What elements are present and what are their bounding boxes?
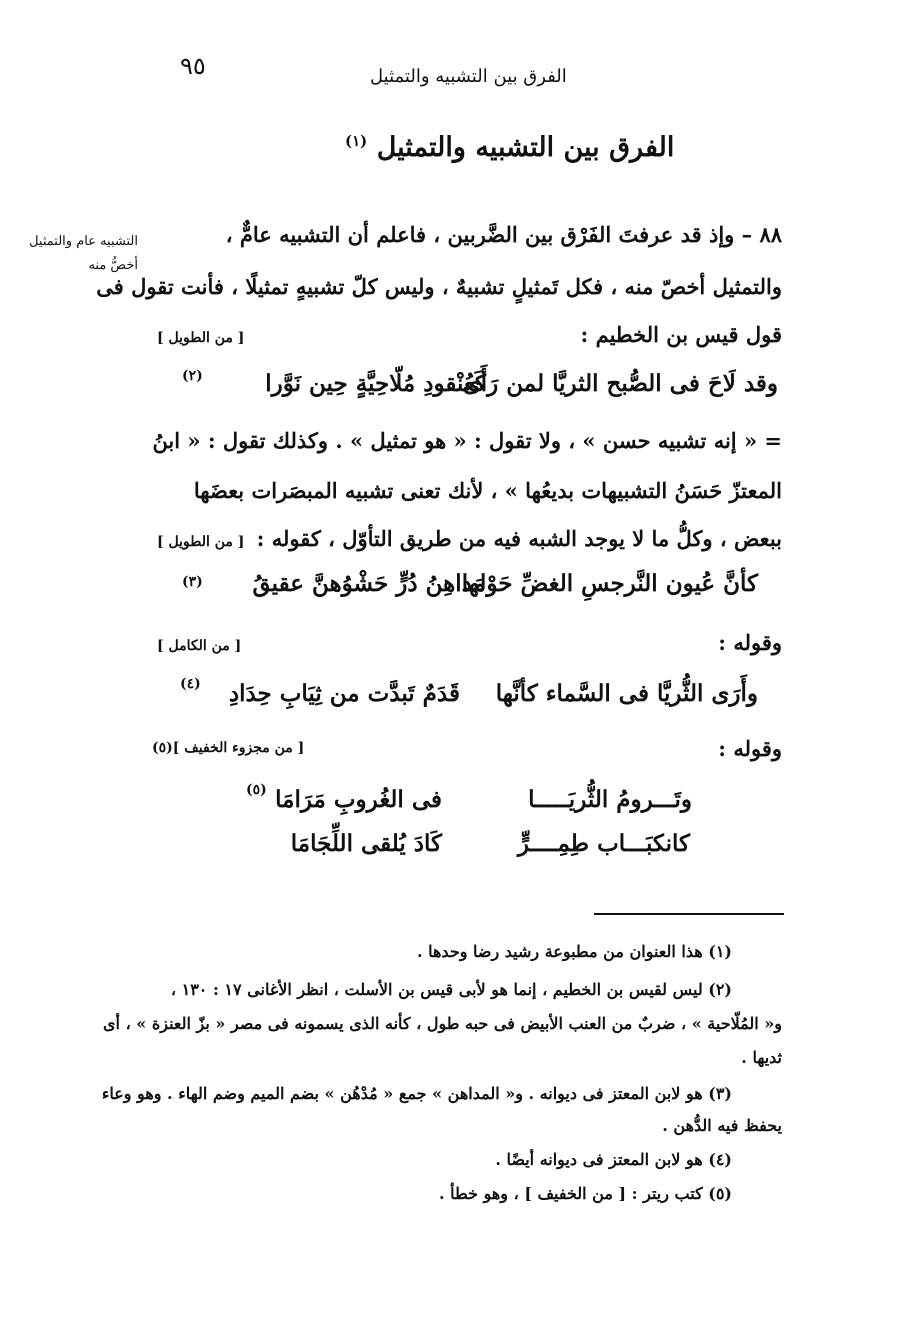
paragraph-line: المعتزّ حَسَنُ التشبيهات بديعُها » ، لأنك تعنى تشبيه المبصَرات بعضَها [193,478,782,503]
margin-note: التشبيه عام والتمثيل أخصُّ منه [29,234,138,273]
verse-footnote-ref: (٢) [182,368,203,384]
chapter-title [345,132,674,163]
verse-hemistich: كَادَ يُلقى اللِّجَامَا [290,830,442,857]
footnote: (٢) ليس لقيس بن الخطيم ، إنما هو لأبى قيس بن الأسلت ، انظر الأغانى ١٧ : ١٣٠ ، [170,980,732,999]
paragraph-line: ٨٨ – وإذ قد عرفتَ الفَرْق بين الضَّربين ، فاعلم أن التشبيه عامٌّ ، [225,222,782,247]
verse-footnote-ref: (٥) [246,782,267,798]
verse-hemistich: وتَـــرومُ الثُّريَـــــا [528,786,692,813]
footnote: (٥) كتب ريتر : [ من الخفيف ] ، وهو خطأ . [439,1184,732,1203]
title-footnote-ref: (١) [345,132,368,150]
footnote-continuation: ثديها . [741,1048,782,1067]
meter-label: [ من الطويل ] [157,534,245,550]
verse-footnote-ref: (٣) [182,574,203,590]
footnote-continuation: يحفظ فيه الدُّهن . [662,1116,782,1135]
paragraph-line: والتمثيل أخصّ منه ، فكل تَمثيلٍ تشبيهٌ ، وليس كلّ تشبيهٍ تمثيلًا ، فأنت تقول فى [96,274,782,299]
verse-hemistich: مَداهِنُ دُرٍّ حَشْوُهنَّ عقيقُ [252,570,486,597]
meter-label: [ من الكامل ] [157,638,242,654]
verse-hemistich: وقد لَاحَ فى الصُّبح الثريَّا لمن رَأَى [462,370,778,397]
verse-hemistich: قَدَمٌ تَبدَّت من ثِيَابِ حِدَادِ [228,680,460,707]
footnote-continuation: و« المُلّاحية » ، ضربٌ من العنب الأبيض فى حبه طول ، كأنه الذى يسمونه فى مصر « بزّ العنزة » ، أى [103,1014,782,1033]
paragraph-line: وقوله : [718,630,782,655]
page-number: ٩٥ [180,52,206,80]
verse-hemistich: كانكبَـــاب طِمِــــرٍّ [517,830,690,857]
footnote: (١) هذا العنوان من مطبوعة رشيد رضا وحدها . [416,942,732,961]
footnote: (٤) هو لابن المعتز فى ديوانه أيضًا . [495,1150,732,1169]
paragraph-line: وقوله : [718,736,782,761]
verse-hemistich: وأَرَى الثُّريَّا فى السَّماء كأنَّها [495,680,758,707]
verse-hemistich: كأنَّ عُيون النَّرجسِ الغضِّ حَوْلها [461,570,758,597]
footnote: (٣) هو لابن المعتز فى ديوانه . و« المداهن » جمع « مُدْهُن » بضم الميم وضم الهاء . وهو وعاء [101,1084,732,1103]
running-head: الفرق بين التشبيه والتمثيل [370,66,567,87]
verse-hemistich: فى الغُروبِ مَرَامَا [275,786,442,813]
verse-hemistich: كَعُنْقودِ مُلّاحِيَّةٍ حِين نَوَّرا [265,370,486,397]
title-text: الفرق بين التشبيه والتمثيل [376,132,675,163]
meter-label: [ من مجزوء الخفيف ](٥) [152,740,305,756]
paragraph-line: = « إنه تشبيه حسن » ، ولا تقول : « هو تمثيل » . وكذلك تقول : « ابنُ [152,428,782,453]
meter-label: [ من الطويل ] [157,330,245,346]
verse-footnote-ref: (٤) [180,676,201,692]
footnote-separator [594,913,784,915]
paragraph-line: قول قيس بن الخطيم : [580,322,782,347]
paragraph-line: ببعض ، وكلُّ ما لا يوجد الشبه فيه من طريق التأوّل ، كقوله : [256,526,782,551]
